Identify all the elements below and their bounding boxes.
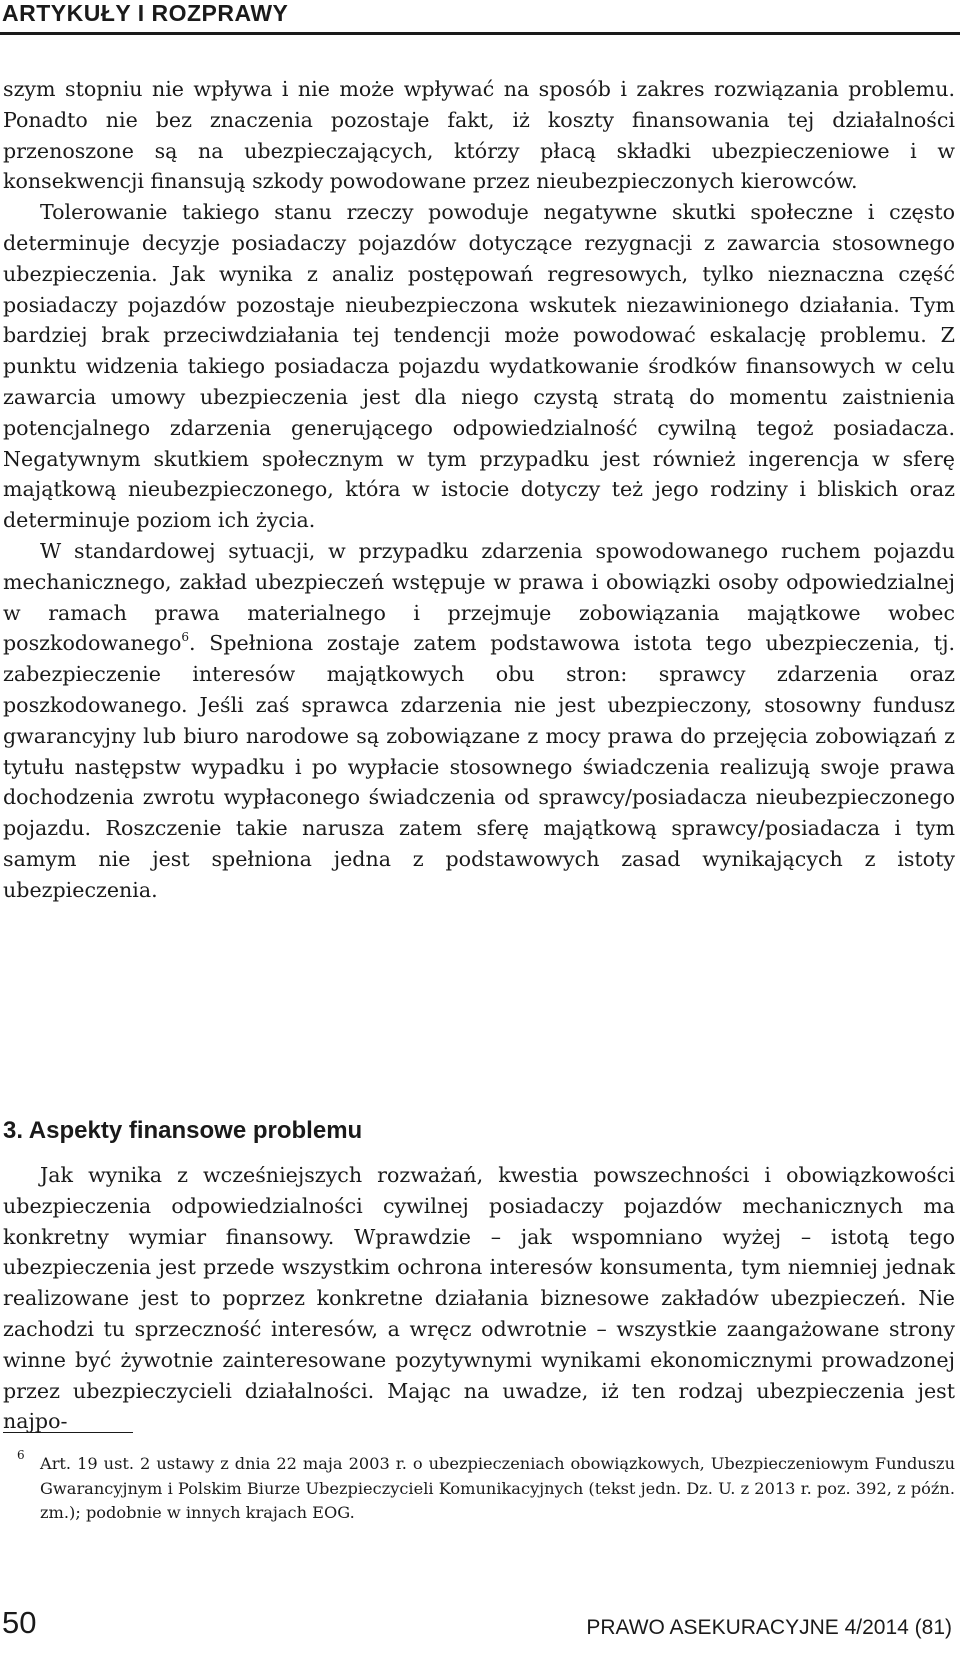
footnote-marker: 6 — [17, 1448, 25, 1462]
paragraph-3-text-after: . Spełniona zostaje zatem podstawowa istota tego ubezpieczenia, tj. zabezpieczenie interesów majątkowych obu stron: sprawcy zdarzenia oraz poszkodowanego. Jeśli zaś sprawca zdarzenia nie jest ubezpieczony, stosowny fundusz gwarancyjny lub biuro narodowe są zobowiązane z mocy prawa do przejęcia zobowiązań z tytułu następstw wypadku i po wypłacie stosownego świadczenia realizują swoje prawa dochodzenia zwrotu wypłaconego świadczenia od sprawcy/posiadacza nieubezpieczonego pojazdu. Roszczenie takie narusza zatem sferę majątkową sprawcy/posiadacza i tym samym nie jest spełniona jedna z podstawowych zasad wynikających z istoty ubezpieczenia. — [3, 631, 955, 902]
paragraph-3-text-before: W standardowej sytuacji, w przypadku zdarzenia spowodowanego ruchem pojazdu mechanicznego, zakład ubezpieczeń wstępuje w prawa i obowiązki osoby odpowiedzialnej w ramach prawa materialnego i przejmuje zobowiązania majątkowe wobec poszkodowanego — [3, 538, 955, 656]
running-header — [0, 0, 960, 35]
footnote-reference[interactable]: 6 — [181, 630, 190, 645]
paragraph-2: Tolerowanie takiego stanu rzeczy powoduje negatywne skutki społeczne i często determinuje decyzje posiadaczy pojazdów dotyczące rezygnacji z zawarcia stosownego ubezpieczenia. Jak wynika z analiz postępowań regresowych, tylko nieznaczna część posiadaczy pojazdów pozostaje nieubezpieczona wskutek niezawinionego działania. Tym bardziej brak przeciwdziałania tej tendencji może powodować eskalację problemu. Z punktu widzenia takiego posiadacza pojazdu wydatkowanie środków finansowych w celu zawarcia umowy ubezpieczenia jest dla niego czystą stratą do momentu zaistnienia potencjalnego zdarzenia generującego odpowiedzialność cywilną tegoż posiadacza. Negatywnym skutkiem społecznym w tym przypadku jest również ingerencja w sferę majątkową nieubezpieczonego, która w istocie dotyczy też jego rodziny i bliskich oraz determinuje poziom ich życia. — [3, 200, 955, 533]
section-title: ARTYKUŁY I ROZPRAWY — [2, 0, 289, 26]
journal-title: PRAWO ASEKURACYJNE 4/2014 (81) — [586, 1616, 952, 1639]
paragraph-4: Jak wynika z wcześniejszych rozważań, kwestia powszechności i obowiązkowości ubezpieczenia odpowiedzialności cywilnej posiadaczy pojazdów mechanicznych ma konkretny wymiar finansowy. Wprawdzie – jak wspomniano wyżej – istotą tego ubezpieczenia jest przede wszystkim ochrona interesów konsumenta, tym niemniej jednak realizowane jest to poprzez konkretne działania biznesowe zakładów ubezpieczeń. Nie zachodzi tu sprzeczność interesów, a wręcz odwrotnie – wszystkie zaangażowane strony winne być żywotnie zainteresowane pozytywnymi wynikami ekonomicznymi prowadzonej przez ubezpieczycieli działalności. Mając na uwadze, iż ten rodzaj ubezpieczenia jest najpo- — [3, 1163, 955, 1434]
page-number: 50 — [2, 1605, 37, 1640]
body-text-top — [3, 74, 955, 906]
paragraph-1: szym stopniu nie wpływa i nie może wpływać na sposób i zakres rozwiązania problemu. Ponadto nie bez znaczenia pozostaje fakt, iż koszty finansowania tej działalności przenoszone są na ubezpieczających, którzy płacą składki ubezpieczeniowe i w konsekwencji finansują szkody powodowane przez nieubezpieczonych kierowców. — [3, 77, 955, 194]
section-heading: 3. Aspekty finansowe problemu — [3, 1117, 363, 1144]
paragraph-3 — [3, 536, 955, 906]
footnote-text: Art. 19 ust. 2 ustawy z dnia 22 maja 2003 r. o ubezpieczeniach obowiązkowych, Ubezpieczeniowym Funduszu Gwarancyjnym i Polskim Biurze Ubezpieczycieli Komunikacyjnych (tekst jedn. Dz. U. z 2013 r. poz. 392, z późn. zm.); podobnie w innych krajach EOG. — [40, 1454, 955, 1522]
body-text-section — [3, 1160, 955, 1437]
footnote-divider — [3, 1432, 133, 1433]
footnote — [3, 1452, 955, 1526]
